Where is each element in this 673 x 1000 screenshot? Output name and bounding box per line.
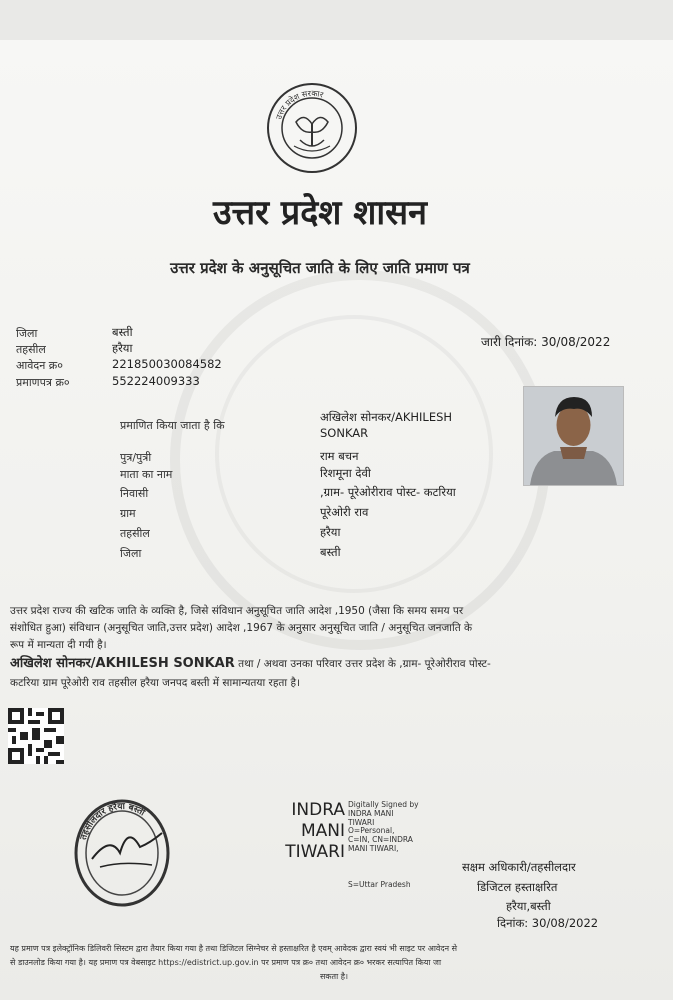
district-value: बस्ती xyxy=(112,325,133,339)
body-line-3: रूप में मान्यता दी गयी है। xyxy=(10,639,107,651)
detail-value-district: बस्ती xyxy=(320,545,341,559)
detail-value-name: अखिलेश सोनकर/AKHILESH SONKAR xyxy=(320,410,453,440)
sig-detail-1: Digitally Signed by xyxy=(348,800,419,809)
authority-date: दिनांक: 30/08/2022 xyxy=(497,916,599,930)
body-line-4-rest: तथा / अथवा उनका परिवार उत्तर प्रदेश के ,ग्राम- पूरेओरीराव पोस्ट- xyxy=(234,658,491,670)
detail-label-3: निवासी xyxy=(120,487,149,500)
detail-value-mother: रिशमूना देवी xyxy=(320,466,371,480)
detail-label-6: जिला xyxy=(120,547,142,560)
detail-value-village: पूरेओरी राव xyxy=(320,505,369,519)
detail-value-father: राम बचन xyxy=(320,449,359,463)
document-title: उत्तर प्रदेश शासन xyxy=(212,193,427,233)
tehsil-label: तहसील xyxy=(16,343,46,356)
signer-name-line-1: INDRA xyxy=(291,800,345,820)
sig-detail-state: S=Uttar Pradesh xyxy=(348,880,411,889)
digital-signature-details xyxy=(348,801,419,854)
certificate-label: प्रमाणपत्र क्र० xyxy=(16,376,70,389)
sig-detail-5: C=IN, CN=INDRA xyxy=(348,835,413,845)
detail-value-resident: ,ग्राम- पूरेओरीराव पोस्ट- कटरिया xyxy=(320,485,456,499)
detail-value-tehsil: हरैया xyxy=(320,525,341,539)
body-line-2: संशोधित हुआ) संविधान (अनुसूचित जाति,उत्तर प्रदेश) आदेश ,1967 के अनुसार अनुसूचित जाति / अनुसूचित जनजाति के xyxy=(10,622,473,634)
up-government-emblem-icon xyxy=(266,82,358,174)
sig-detail-4: O=Personal, xyxy=(348,826,395,836)
tehsil-value: हरैया xyxy=(112,341,133,355)
detail-label-4: ग्राम xyxy=(120,507,136,520)
body-line-4 xyxy=(10,656,491,673)
body-line-5: कटरिया ग्राम पूरेओरी राव तहसील हरैया जनपद बस्ती में सामान्यतया रहता है। xyxy=(10,677,301,689)
sig-detail-6: MANI TIWARI, xyxy=(348,843,399,853)
svg-text:तहसीलदार हरैया बस्ती xyxy=(79,800,148,842)
signer-name-line-2: MANI xyxy=(300,821,345,841)
qr-code-icon xyxy=(8,708,64,764)
detail-label-2: माता का नाम xyxy=(120,468,173,481)
body-line-1: उत्तर प्रदेश राज्य की खटिक जाति के व्यक्ति है, जिसे संविधान अनुसूचित जाति आदेश ,1950 (जैसा कि समय समय पर xyxy=(10,605,464,617)
authority-place: हरैया,बस्ती xyxy=(506,899,551,913)
person-photo-icon xyxy=(524,387,623,485)
application-label: आवेदन क्र० xyxy=(16,359,63,372)
authority-title: सक्षम अधिकारी/तहसीलदार xyxy=(462,860,576,874)
sig-detail-3: TIWARI xyxy=(348,817,375,827)
detail-label-5: तहसील xyxy=(120,527,150,540)
applicant-photo xyxy=(523,386,624,486)
applicant-name-bold: अखिलेश सोनकर/AKHILESH SONKAR xyxy=(10,656,235,671)
certificate-value: 552224009333 xyxy=(112,374,200,388)
detail-label-1: पुत्र/पुत्री xyxy=(120,451,152,464)
footer-line-2: से डाउनलोड किया गया है। यह प्रमाण पत्र वेबसाइट https://edistrict.up.gov.in पर प्रमाण पत्र क्र० तथा आवेदन क्र० भरकर सत्यापित किया जा xyxy=(10,958,442,967)
authority-digital: डिजिटल हस्ताक्षरित xyxy=(477,880,558,894)
detail-label-0: प्रमाणित किया जाता है कि xyxy=(120,419,225,432)
signer-name-line-3: TIWARI xyxy=(285,842,345,862)
application-value: 221850030084582 xyxy=(112,357,222,371)
tehsildar-seal-icon xyxy=(70,795,175,915)
seal-text: तहसीलदार हरैया बस्ती xyxy=(78,801,147,842)
footer-line-3: सकता है। xyxy=(320,972,349,981)
footer-line-1: यह प्रमाण पत्र इलेक्ट्रॉनिक डिलिवरी सिस्टम द्वारा तैयार किया गया है तथा डिजिटल सिग्नेचर से हस्ताक्षरित है एवम् आवेदक द्वारा स्वयं भी साइट पर आवेदन से xyxy=(10,944,458,953)
signer-name-block xyxy=(283,800,345,863)
document-subtitle: उत्तर प्रदेश के अनुसूचित जाति के लिए जाति प्रमाण पत्र xyxy=(170,259,470,277)
sig-detail-2: INDRA MANI xyxy=(348,808,394,818)
emblem-text: उत्तर प्रदेश सरकार xyxy=(274,88,325,121)
issue-date: जारी दिनांक: 30/08/2022 xyxy=(481,335,611,349)
district-label: जिला xyxy=(16,327,38,340)
svg-text:उत्तर प्रदेश सरकार xyxy=(274,89,325,121)
